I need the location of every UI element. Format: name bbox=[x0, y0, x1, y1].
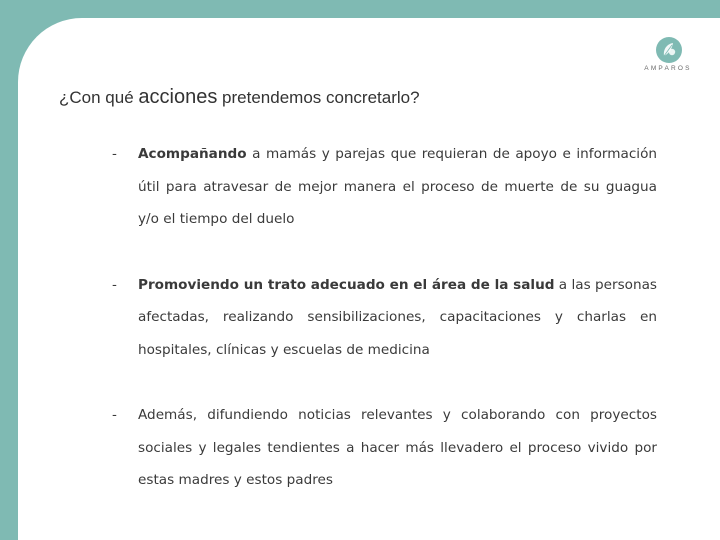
bullet-item bbox=[112, 399, 657, 497]
slide-title bbox=[59, 74, 420, 111]
bullet-text: Además, difundiendo noticias relevantes y colaborando con proyectos sociales y legales tendientes a hacer más llevadero el proceso vivido por estas madres y estos padres bbox=[138, 407, 657, 488]
bullet-text: a mamás y parejas que requieran de apoyo e información útil para atravesar de mejor manera el proceso de muerte de su guagua y/o el tiempo del duelo bbox=[138, 146, 657, 227]
bullet-item bbox=[112, 269, 657, 367]
bullet-text: a las personas afectadas, realizando sensibilizaciones, capacitaciones y charlas en hospitales, clínicas y escuelas de medicina bbox=[138, 276, 657, 358]
bullet-bold-text: Promoviendo un trato adecuado en el área de la salud bbox=[138, 276, 555, 293]
title-part-1: ¿Con qué bbox=[59, 88, 139, 107]
logo-wordmark: AMPAROS bbox=[644, 65, 692, 72]
bullet-marker: - bbox=[112, 276, 117, 293]
bullet-list bbox=[112, 138, 657, 497]
leaf-circle-icon bbox=[655, 36, 683, 64]
amparos-logo bbox=[636, 36, 700, 80]
bullet-marker: - bbox=[112, 407, 117, 423]
title-part-2: acciones bbox=[138, 86, 218, 108]
bullet-bold-text: Acompañando bbox=[138, 146, 247, 162]
bullet-item bbox=[112, 138, 657, 236]
title-part-3: pretendemos concretarlo? bbox=[217, 88, 420, 107]
bullet-marker: - bbox=[112, 146, 117, 162]
